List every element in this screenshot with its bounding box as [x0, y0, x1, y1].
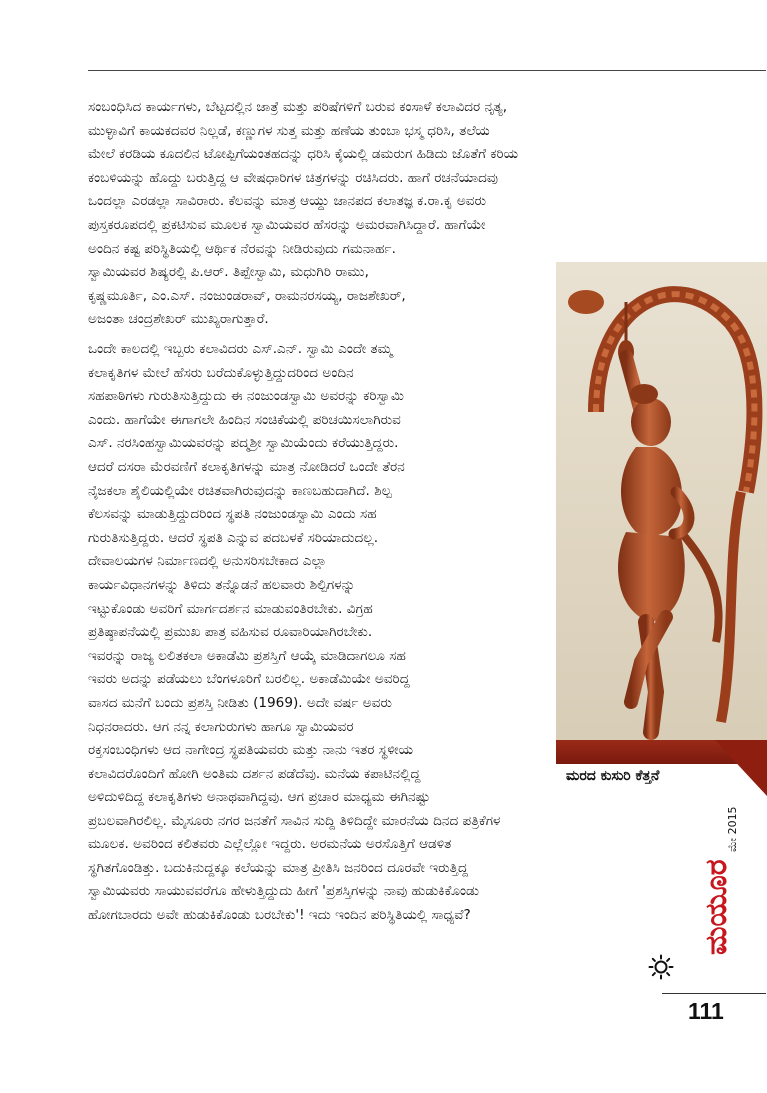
caption-accent	[715, 740, 767, 796]
text-line: ಹೋಗಬಾರದು ಅವೇ ಹುಡುಕಿಕೊಂಡು ಬರಬೇಕು'! ಇದು ಇಂದಿನ ಪರಿಸ್ಥಿತಿಯಲ್ಲಿ ಸಾಧ್ಯವೆ?	[88, 906, 471, 923]
text-line: ಅಂದಿನ ಕಷ್ಟ ಪರಿಸ್ಥಿತಿಯಲ್ಲಿ ಆರ್ಥಿಕ ನೆರವನ್ನು ನೀಡಿರುವುದು ಗಮನಾರ್ಹ.	[88, 240, 396, 257]
text-line: ಮುಳ್ಳಾವಿಗೆ ಕಾಯಕದವರ ನಿಲ್ಲಡೆ, ಕಣ್ಣುಗಳ ಸುತ್ತ ಮತ್ತು ಹಣೆಯ ತುಂಬಾ ಭಸ್ಮ ಧರಿಸಿ, ತಲೆಯ	[88, 122, 490, 139]
text-line: ರಕ್ತಸಂಬಂಧಿಗಳು ಆದ ನಾಗೇಂದ್ರ ಸ್ಥಪತಿಯವರು ಮತ್ತು ನಾನು ಇತರ ಸ್ಥಳೀಯ	[88, 742, 414, 759]
text-line: ಕಾರ್ಯವಿಧಾನಗಳನ್ನು ತಿಳಿದು ತನ್ನೊಡನೆ ಹಲವಾರು ಶಿಲ್ಪಿಗಳನ್ನು	[88, 576, 356, 593]
text-line: ಎಂದು. ಹಾಗೆಯೇ ಈಗಾಗಲೇ ಹಿಂದಿನ ಸಂಚಿಕೆಯಲ್ಲಿ ಪರಿಚಯಿಸಲಾಗಿರುವ	[88, 411, 401, 428]
page-rule	[662, 993, 766, 994]
paragraph-3	[88, 786, 710, 928]
text-line: ಅಳಿದುಳಿದಿದ್ದ ಕಲಾಕೃತಿಗಳು ಅನಾಥವಾಗಿದ್ದವು. ಆಗ ಪ್ರಚಾರ ಮಾಧ್ಯಮ ಈಗಿನಷ್ಟು	[88, 789, 431, 805]
text-line: ದೇವಾಲಯಗಳ ನಿರ್ಮಾಣದಲ್ಲಿ ಅನುಸರಿಸಬೇಕಾದ ಎಲ್ಲಾ	[88, 553, 327, 570]
text-line: ಸಹಪಾಠಿಗಳು ಗುರುತಿಸುತ್ತಿದ್ದುದು ಈ ನಂಜುಂಡಸ್ವಾಮಿ ಅವರನ್ನು ಕರಿಸ್ವಾಮಿ	[88, 388, 405, 405]
issue-date: ಮೇ 2015	[726, 806, 739, 852]
text-line: ಸ್ಥಗಿತಗೊಂಡಿತ್ತು. ಬದುಕಿನುದ್ದಕ್ಕೂ ಕಲೆಯನ್ನು ಮಾತ್ರ ಪ್ರೀತಿಸಿ ಜನರಿಂದ ದೂರವೇ ಇರುತ್ತಿದ್ದ	[88, 859, 468, 876]
paragraph-2	[88, 338, 550, 786]
text-line: ಸ್ವಾಮಿಯವರು ಸಾಯುವವರೆಗೂ ಹೇಳುತ್ತಿದ್ದುದು ಹೀಗೆ 'ಪ್ರಶಸ್ತಿಗಳನ್ನು ನಾವು ಹುಡುಕಿಕೊಂಡು	[88, 883, 480, 900]
text-line: ಮೂಲಕ. ಅವರಿಂದ ಕಲಿತವರು ಎಲ್ಲೆಲ್ಲೋ ಇದ್ದರು. ಅರಮನೆಯ ಅರಸೊತ್ತಿಗೆ ಆಡಳಿತ	[88, 836, 452, 853]
text-line: ಕಂಬಳಿಯನ್ನು ಹೊದ್ದು ಬರುತ್ತಿದ್ದ ಆ ವೇಷಧಾರಿಗಳ ಚಿತ್ರಗಳನ್ನು ರಚಿಸಿದರು. ಹಾಗೆ ರಚನೆಯಾದವು	[88, 169, 498, 186]
text-line: ಅಜಂತಾ ಚಂದ್ರಶೇಖರ್ ಮುಖ್ಯರಾಗುತ್ತಾರೆ.	[88, 311, 269, 328]
magazine-side-brand	[690, 800, 740, 960]
text-line: ಎಸ್. ನರಸಿಂಹಸ್ವಾಮಿಯವರನ್ನು ಪದ್ಮಶ್ರೀ ಸ್ವಾಮಿಯೆಂದು ಕರೆಯುತ್ತಿದ್ದರು.	[88, 435, 399, 452]
top-rule	[88, 70, 766, 71]
magazine-title: ಮಯೂರ	[699, 859, 734, 955]
text-line: ಸಂಬಂಧಿಸಿದ ಕಾರ್ಯಗಳು, ಬೆಟ್ಟದಲ್ಲಿನ ಜಾತ್ರೆ ಮತ್ತು ಪರಿಷೆಗಳಿಗೆ ಬರುವ ಕಂಸಾಳೆ ಕಲಾವಿದರ ನೃತ್ಯ,	[88, 99, 508, 115]
text-line: ಸ್ವಾಮಿಯವರ ಶಿಷ್ಯರಲ್ಲಿ ಪಿ.ಆರ್. ತಿಪ್ಪೇಸ್ವಾಮಿ, ಮಧುಗಿರಿ ರಾಮು,	[88, 264, 369, 281]
text-line: ಪ್ರಬಲವಾಗಿರಲಿಲ್ಲ. ಮೈಸೂರು ನಗರ ಜನತೆಗೆ ಸಾವಿನ ಸುದ್ದಿ ತಿಳಿದಿದ್ದೇ ಮಾರನೆಯ ದಿನದ ಪತ್ರಿಕೆಗಳ	[88, 812, 501, 829]
text-line: ಆದರೆ ದಸರಾ ಮೆರವಣಿಗೆ ಕಲಾಕೃತಿಗಳನ್ನು ಮಾತ್ರ ನೋಡಿದರೆ ಒಂದೇ ತೆರನ	[88, 458, 405, 475]
figure-caption: ಮರದ ಕುಸುರಿ ಕೆತ್ತನೆ	[566, 768, 660, 784]
text-line: ಕಲಾಕೃತಿಗಳ ಮೇಲೆ ಹೆಸರು ಬರೆದುಕೊಳ್ಳುತ್ತಿದ್ದುದರಿಂದ ಅಂದಿನ	[88, 364, 354, 381]
text-line: ಮೇಲೆ ಕರಡಿಯ ಕೂದಲಿನ ಟೋಪ್ಪಿಗೆಯಂತಹದನ್ನು ಧರಿಸಿ ಕೈಯಲ್ಲಿ ಡಮರುಗ ಹಿಡಿದು ಜೊತೆಗೆ ಕರಿಯ	[88, 146, 519, 163]
page-number: 111	[688, 998, 724, 1024]
sun-icon	[648, 954, 674, 980]
text-line: ಒಂದಲ್ಲಾ ಎರಡಲ್ಲಾ ಸಾವಿರಾರು. ಕೆಲವನ್ನು ಮಾತ್ರ ಆಯ್ದು ಜಾನಪದ ಕಲಾತಜ್ಞ ಕ.ರಾ.ಕೃ ಅವರು	[88, 193, 487, 210]
text-line: ವಾಸದ ಮನೆಗೆ ಬಂದು ಪ್ರಶಸ್ತಿ ನೀಡಿತು (1969). ಅದೇ ವರ್ಷ ಅವರು	[88, 694, 392, 711]
text-line: ಇಟ್ಟುಕೊಂಡು ಅವರಿಗೆ ಮಾರ್ಗದರ್ಶನ ಮಾಡುವಂತಿರಬೇಕು. ವಿಗ್ರಹ	[88, 600, 373, 617]
text-line: ಪುಸ್ತಕರೂಪದಲ್ಲಿ ಪ್ರಕಟಿಸುವ ಮೂಲಕ ಸ್ವಾಮಿಯವರ ಹೆಸರನ್ನು ಅಮರವಾಗಿಸಿದ್ದಾರೆ. ಹಾಗೆಯೇ	[88, 216, 486, 233]
text-line: ಇವರನ್ನು ರಾಜ್ಯ ಲಲಿತಕಲಾ ಅಕಾಡೆಮಿ ಪ್ರಶಸ್ತಿಗೆ ಆಯ್ಕೆ ಮಾಡಿದಾಗಲೂ ಸಹ	[88, 647, 406, 664]
wood-carving-photo	[556, 262, 767, 740]
text-line: ಕೃಷ್ಣಮೂರ್ತಿ, ಎಂ.ಎಸ್. ನಂಜುಂಡರಾವ್, ರಾಮನರಸಯ್ಯ, ರಾಜಶೇಖರ್,	[88, 287, 406, 304]
text-line: ಇವರು ಅದನ್ನು ಪಡೆಯಲು ಬೆಂಗಳೂರಿಗೆ ಬರಲಿಲ್ಲ. ಅಕಾಡೆಮಿಯೇ ಅವರಿದ್ದ	[88, 671, 410, 688]
text-line: ಕೆಲಸವನ್ನು ಮಾಡುತ್ತಿದ್ದುದರಿಂದ ಸ್ಥಪತಿ ನಂಜುಂಡಸ್ವಾಮಿ ಎಂದು ಸಹ	[88, 506, 377, 523]
wood-carving-illustration	[556, 262, 767, 740]
text-line: ಪ್ರತಿಷ್ಠಾಪನೆಯಲ್ಲಿ ಪ್ರಮುಖ ಪಾತ್ರ ವಹಿಸುವ ರೂವಾರಿಯಾಗಿರಬೇಕು.	[88, 624, 373, 641]
text-line: ಗುರುತಿಸುತ್ತಿದ್ದರು. ಆದರೆ ಸ್ಥಪತಿ ಎನ್ನುವ ಪದಬಳಕೆ ಸರಿಯಾದುದಲ್ಲ.	[88, 529, 379, 546]
text-line: ನಿಧನರಾದರು. ಆಗ ನನ್ನ ಕಲಾಗುರುಗಳು ಹಾಗೂ ಸ್ವಾಮಿಯವರ	[88, 718, 354, 735]
text-line: ಒಂದೇ ಕಾಲದಲ್ಲಿ ಇಬ್ಬರು ಕಲಾವಿದರು ಎಸ್.ಎನ್. ಸ್ವಾಮಿ ಎಂದೇ ತಮ್ಮ	[88, 341, 393, 357]
text-line: ಕಲಾವಿದರೊಂದಿಗೆ ಹೋಗಿ ಅಂತಿಮ ದರ್ಶನ ಪಡೆದೆವು. ಮನೆಯ ಕಪಾಟಿನಲ್ಲಿದ್ದ	[88, 765, 421, 782]
text-line: ನೈಜಕಲಾ ಶೈಲಿಯಲ್ಲಿಯೇ ರಚಿತವಾಗಿರುವುದನ್ನು ಕಾಣಬಹುದಾಗಿದೆ. ಶಿಲ್ಪ	[88, 482, 392, 499]
